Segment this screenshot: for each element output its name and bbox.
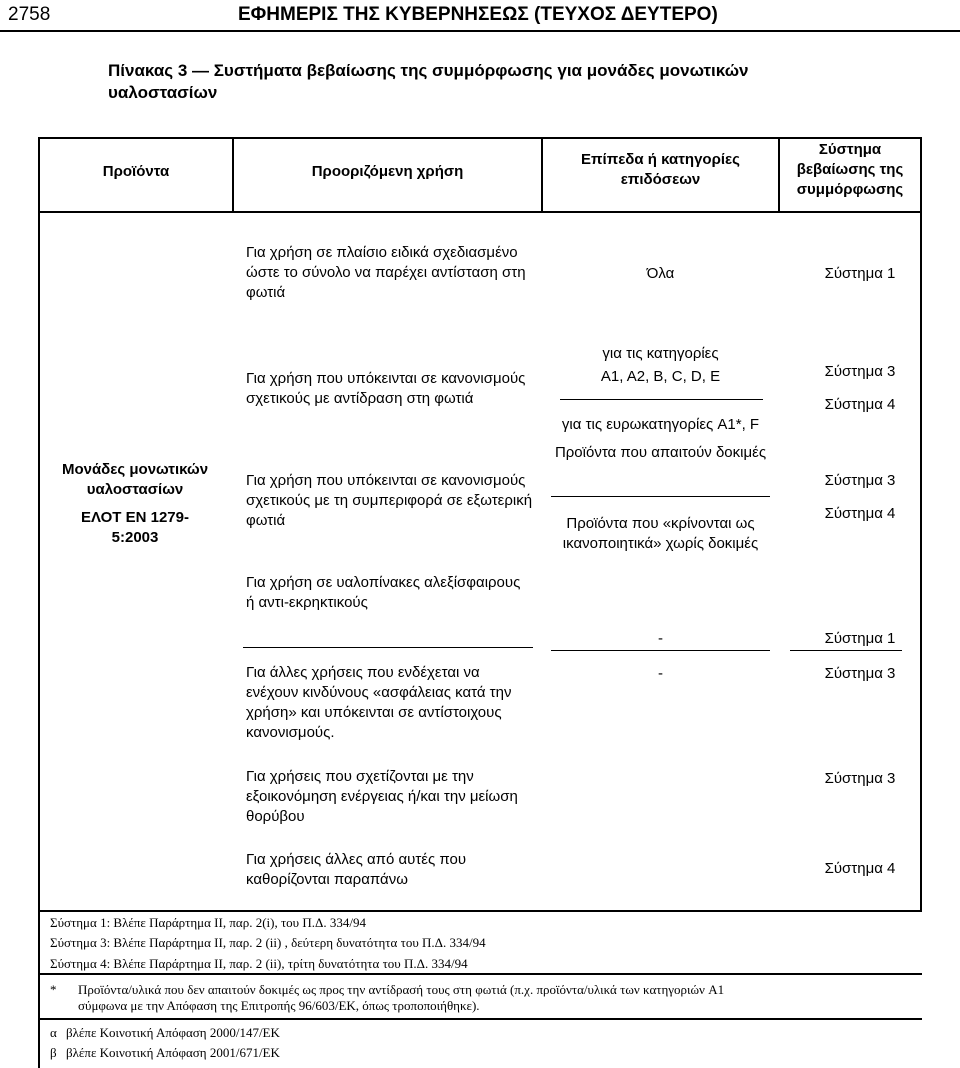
row-6-use: Για χρήσεις άλλες από αυτές που καθορίζονται παραπάνω: [246, 851, 467, 888]
row-4-level-a: -: [658, 630, 663, 647]
row-4-use-b: Για άλλες χρήσεις που ενδέχεται να ενέχουν κινδύνους «ασφάλειας κατά την χρήση» και υπόκεινται σε αντίστοιχους κανονισμούς.: [246, 664, 512, 741]
row-4-level-divider: [551, 650, 770, 651]
footnote-star-mark: *: [50, 982, 57, 997]
row-2-system: Σύστημα 3 Σύστημα 4: [824, 363, 896, 413]
row-5-system: Σύστημα 3: [824, 770, 896, 787]
col-header-system: Σύστημα βεβαίωσης της συμμόρφωσης: [796, 141, 904, 198]
page-number: 2758: [8, 4, 51, 25]
row-4-system-b: Σύστημα 3: [824, 665, 896, 682]
row-3-level-b: Προϊόντα που «κρίνονται ως ικανοποιητικά» χωρίς δοκιμές: [562, 515, 759, 552]
footnote-alpha-mark: α: [50, 1025, 57, 1040]
footnote-alpha-text: βλέπε Κοινοτική Απόφαση 2000/147/ΕΚ: [66, 1025, 280, 1040]
row-6-system: Σύστημα 4: [824, 860, 896, 877]
row-4-system-a: Σύστημα 1: [824, 630, 896, 647]
footnote-star-text: Προϊόντα/υλικά που δεν απαιτούν δοκιμές ως προς την αντίδρασή τους στη φωτιά (π.χ. προϊόντα/υλικά των κατηγοριών A1 σύμφωνα με την Απόφαση της Επιτροπής 96/603/ΕΚ, όπως τροποποιήθηκε).: [78, 982, 725, 1013]
row-3-level-a: Προϊόντα που απαιτούν δοκιμές: [554, 444, 767, 461]
row-3-system: Σύστημα 3 Σύστημα 4: [824, 472, 896, 522]
table-title-line-1: Πίνακας 3 — Συστήματα βεβαίωσης της συμμόρφωσης για μονάδες μονωτικών: [108, 61, 749, 80]
footnote-system-4: Σύστημα 4: Βλέπε Παράρτημα ΙΙ, παρ. 2 (ii), τρίτη δυνατότητα του Π.Δ. 334/94: [50, 956, 468, 971]
row-4-level-b: -: [658, 665, 663, 682]
col-header-intended-use: Προοριζόμενη χρήση: [311, 163, 464, 180]
row-2-use: Για χρήση που υπόκεινται σε κανονισμούς σχετικούς με αντίδραση στη φωτιά: [246, 370, 526, 407]
table-title: [108, 60, 848, 104]
col-header-products: Προϊόντα: [102, 163, 170, 180]
gazette-title: ΕΦΗΜΕΡΙΣ ΤΗΣ ΚΥΒΕΡΝΗΣΕΩΣ (ΤΕΥΧΟΣ ΔΕΥΤΕΡΟ): [238, 4, 718, 25]
footnote-system-1: Σύστημα 1: Βλέπε Παράρτημα ΙΙ, παρ. 2(i), του Π.Δ. 334/94: [50, 915, 366, 930]
product-cell: Μονάδες μονωτικών υαλοστασίων ΕΛΟΤ ΕΝ 1279- 5:2003: [61, 461, 209, 546]
header-row-rule: [38, 211, 922, 213]
row-1-level: Όλα: [646, 265, 675, 282]
footnote-beta-text: βλέπε Κοινοτική Απόφαση 2001/671/ΕΚ: [66, 1045, 280, 1060]
row-1-use: Για χρήση σε πλαίσιο ειδικά σχεδιασμένο ώστε το σύνολο να παρέχει αντίσταση στη φωτιά: [246, 244, 526, 301]
header-rule: [0, 30, 960, 32]
table-title-line-2: υαλοστασίων: [108, 83, 218, 102]
row-2-level-a: για τις κατηγορίες A1, A2, B, C, D, E: [600, 345, 721, 385]
row-3-level-divider: [551, 496, 770, 497]
row-2-level-b: για τις ευρωκατηγορίες A1*, F: [561, 416, 760, 433]
row-4-use-divider: [243, 647, 533, 648]
footnote-divider-1: [38, 973, 922, 975]
row-5-use: Για χρήσεις που σχετίζονται με την εξοικονόμηση ενέργειας ή/και την μείωση θορύβου: [246, 768, 518, 825]
row-4-system-divider: [790, 650, 902, 651]
footnote-divider-2: [38, 1018, 922, 1020]
row-1-system: Σύστημα 1: [824, 265, 896, 282]
row-3-use: Για χρήση που υπόκεινται σε κανονισμούς σχετικούς με τη συμπεριφορά σε εξωτερική φωτιά: [246, 472, 533, 529]
footnote-system-3: Σύστημα 3: Βλέπε Παράρτημα ΙΙ, παρ. 2 (ii) , δεύτερη δυνατότητα του Π.Δ. 334/94: [50, 935, 486, 950]
col-header-levels: Επίπεδα ή κατηγορίες επιδόσεων: [581, 151, 740, 188]
row-4-use-a: Για χρήση σε υαλοπίνακες αλεξίσφαιρους ή αντι-εκρηκτικούς: [246, 574, 521, 611]
footnote-left-rule: [38, 910, 40, 1068]
footnote-beta-mark: β: [50, 1045, 57, 1060]
row-2-level-divider: [560, 399, 763, 400]
